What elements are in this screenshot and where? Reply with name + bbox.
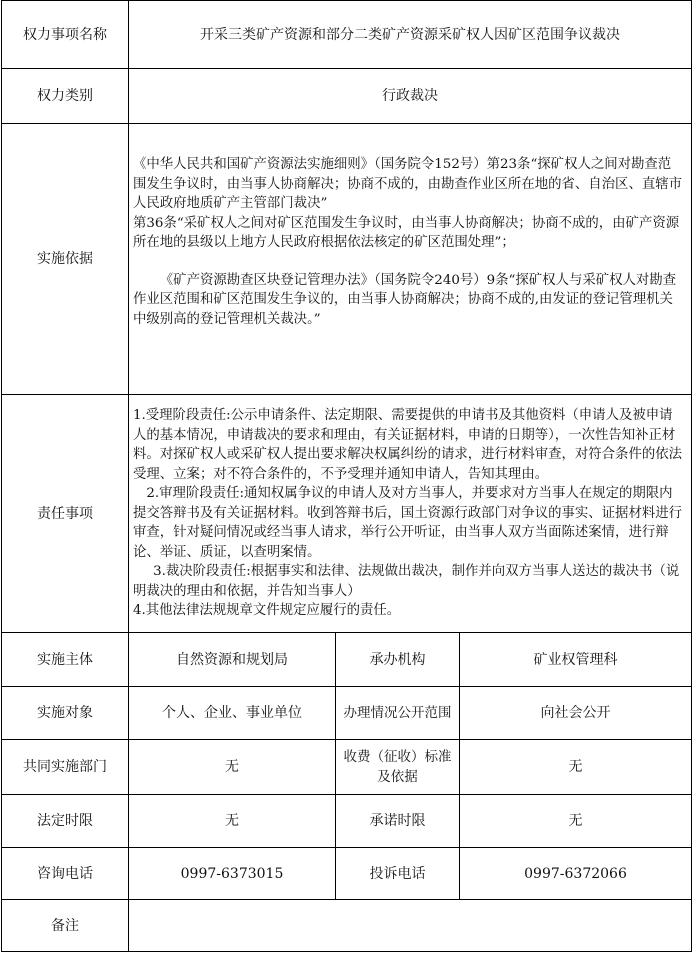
row-duty (2, 395, 692, 633)
duty-content (129, 395, 692, 633)
basis-content (129, 124, 692, 395)
consult-phone-value: 0997-6373015 (129, 848, 336, 900)
legal-limit-label: 法定时限 (2, 795, 129, 848)
remark-label: 备注 (2, 900, 129, 952)
joint-dept-label: 共同实施部门 (2, 740, 129, 795)
row-joint (2, 740, 692, 795)
disclosure-scope-value: 向社会公开 (460, 687, 692, 740)
row-basis (2, 124, 692, 395)
row-target (2, 687, 692, 740)
row-remark (2, 900, 692, 952)
basis-paragraph: 第36条“采矿权人之间对矿区范围发生争议时，由当事人协商解决；协商不成的，由矿产资源所在地的县级以上地方人民政府根据依法核定的矿区范围处理”； (133, 215, 680, 250)
consult-phone-label: 咨询电话 (2, 848, 129, 900)
basis-paragraph: 《矿产资源勘查区块登记管理办法》（国务院令240号）9条“探矿权人与采矿权人对勘查作业区范围和矿区范围发生争议的，由当事人协商解决；协商不成的,由发证的登记管理机关中级别高的登记管理机关裁决。” (133, 272, 677, 327)
subject-label: 实施主体 (2, 633, 129, 687)
target-value: 个人、企业、事业单位 (129, 687, 336, 740)
target-label: 实施对象 (2, 687, 129, 740)
row-subject (2, 633, 692, 687)
duty-paragraph: 2.审理阶段责任:通知权属争议的申请人及对方当事人，并要求对方当事人在规定的期限内提交答辩书及有关证据材料。收到答辩书后，国土资源行政部门对争议的事实、证据材料进行审查，针对疑问情况或经当事人请求，举行公开听证，由当事人双方当面陈述案情，进行辩论、举证、质证，以查明案情。 (133, 486, 683, 560)
item-name-label: 权力事项名称 (2, 1, 129, 69)
subject-value: 自然资源和规划局 (129, 633, 336, 687)
row-phone (2, 848, 692, 900)
duty-paragraph: 1.受理阶段责任:公示申请条件、法定期限、需要提供的申请书及其他资料（申请人及被申请人的基本情况，申请裁决的要求和理由，有关证据材料，申请的日期等），一次性告知补正材料。对探矿权人或采矿权人提出要求解决权属纠纷的请求，进行材料审查，对符合条件的依法受理、立案；对不符合条件的，不予受理并通知申请人，告知其理由。 (133, 408, 683, 482)
joint-dept-value: 无 (129, 740, 336, 795)
disclosure-scope-label: 办理情况公开范围 (336, 687, 460, 740)
promised-limit-label: 承诺时限 (336, 795, 460, 848)
category-label: 权力类别 (2, 69, 129, 124)
duty-paragraph: 3.裁决阶段责任:根据事实和法律、法规做出裁决，制作并向双方当事人送达的裁决书（说明裁决的理由和依据，并告知当事人） (133, 564, 680, 599)
promised-limit-value: 无 (460, 795, 692, 848)
fee-value: 无 (460, 740, 692, 795)
power-item-table (1, 0, 692, 952)
basis-label: 实施依据 (2, 124, 129, 395)
duty-label: 责任事项 (2, 395, 129, 633)
row-item-name (2, 1, 692, 69)
remark-value (129, 900, 692, 952)
fee-label: 收费（征收）标准及依据 (336, 740, 460, 795)
row-category (2, 69, 692, 124)
complaint-phone-value: 0997-6372066 (460, 848, 692, 900)
handling-org-label: 承办机构 (336, 633, 460, 687)
legal-limit-value: 无 (129, 795, 336, 848)
basis-paragraph: 《中华人民共和国矿产资源法实施细则》（国务院令152号）第23条“探矿权人之间对勘查范围发生争议时，由当事人协商解决；协商不成的，由勘查作业区所在地的省、自治区、直辖市人民政府地质矿产主管部门裁决” (133, 157, 683, 211)
handling-org-value: 矿业权管理科 (460, 633, 692, 687)
duty-paragraph: 4.其他法律法规规章文件规定应履行的责任。 (133, 603, 401, 619)
complaint-phone-label: 投诉电话 (336, 848, 460, 900)
row-limit (2, 795, 692, 848)
item-name-value: 开采三类矿产资源和部分二类矿产资源采矿权人因矿区范围争议裁决 (129, 1, 692, 69)
category-value: 行政裁决 (129, 69, 692, 124)
